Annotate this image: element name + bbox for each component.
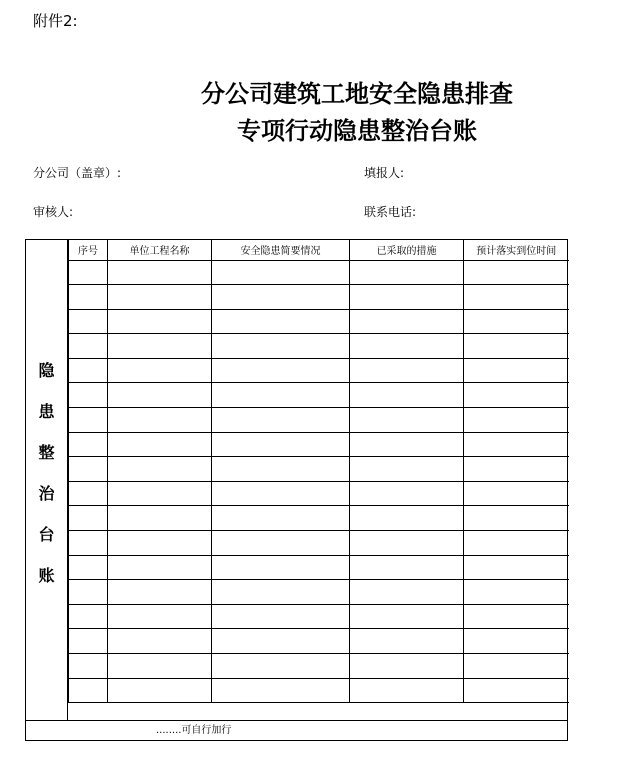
table-cell[interactable] bbox=[350, 432, 464, 457]
table-cell[interactable] bbox=[69, 334, 108, 359]
side-label bbox=[26, 240, 68, 720]
table-row bbox=[69, 383, 569, 408]
col-header-measures-taken: 已采取的措施 bbox=[350, 240, 464, 260]
table-row bbox=[69, 580, 569, 605]
table-cell[interactable] bbox=[69, 629, 108, 654]
table-cell[interactable] bbox=[69, 531, 108, 556]
header-row bbox=[69, 240, 569, 260]
table-row bbox=[69, 260, 569, 285]
table-row bbox=[69, 408, 569, 433]
table-cell[interactable] bbox=[69, 358, 108, 383]
table-cell[interactable] bbox=[464, 531, 569, 556]
table-cell[interactable] bbox=[464, 358, 569, 383]
table-cell[interactable] bbox=[212, 481, 350, 506]
table-cell[interactable] bbox=[212, 457, 350, 482]
table-cell[interactable] bbox=[350, 604, 464, 629]
table-cell[interactable] bbox=[464, 457, 569, 482]
table-cell[interactable] bbox=[108, 654, 212, 679]
branch-seal-field: 分公司（盖章）: bbox=[33, 166, 122, 180]
table-row bbox=[69, 457, 569, 482]
table-cell[interactable] bbox=[212, 531, 350, 556]
table-row bbox=[69, 604, 569, 629]
table-cell[interactable] bbox=[350, 260, 464, 285]
table-cell[interactable] bbox=[350, 481, 464, 506]
table-row bbox=[69, 654, 569, 679]
table-cell[interactable] bbox=[464, 481, 569, 506]
col-header-hazard-summary: 安全隐患简要情况 bbox=[212, 240, 350, 260]
table-row bbox=[69, 678, 569, 703]
table-cell[interactable] bbox=[108, 309, 212, 334]
table-cell[interactable] bbox=[350, 654, 464, 679]
page-title-line-2: 专项行动隐患整治台账 bbox=[237, 116, 477, 145]
side-label-char: 治 bbox=[38, 484, 55, 503]
ledger-grid bbox=[68, 240, 569, 703]
table-cell[interactable] bbox=[108, 604, 212, 629]
table-row bbox=[69, 334, 569, 359]
table-cell[interactable] bbox=[212, 334, 350, 359]
table-cell[interactable] bbox=[350, 383, 464, 408]
table-cell[interactable] bbox=[464, 285, 569, 310]
table-cell[interactable] bbox=[108, 334, 212, 359]
table-cell[interactable] bbox=[212, 629, 350, 654]
table-cell[interactable] bbox=[464, 580, 569, 605]
table-cell[interactable] bbox=[212, 309, 350, 334]
table-row bbox=[69, 309, 569, 334]
table-row bbox=[69, 481, 569, 506]
table-cell[interactable] bbox=[350, 457, 464, 482]
table-cell[interactable] bbox=[350, 629, 464, 654]
side-label-char: 隐 bbox=[38, 361, 55, 380]
filler-field: 填报人: bbox=[364, 166, 405, 180]
table-cell[interactable] bbox=[69, 383, 108, 408]
table-cell[interactable] bbox=[350, 678, 464, 703]
footer-note: ........可自行加行 bbox=[26, 720, 567, 740]
table-cell[interactable] bbox=[350, 408, 464, 433]
table-cell[interactable] bbox=[69, 580, 108, 605]
table-cell[interactable] bbox=[108, 285, 212, 310]
table-row bbox=[69, 358, 569, 383]
table-row bbox=[69, 506, 569, 531]
table-cell[interactable] bbox=[212, 580, 350, 605]
table-row bbox=[69, 629, 569, 654]
table-row bbox=[69, 432, 569, 457]
table-cell[interactable] bbox=[212, 358, 350, 383]
side-label-char: 台 bbox=[38, 525, 55, 544]
table-cell[interactable] bbox=[212, 506, 350, 531]
table-cell[interactable] bbox=[108, 531, 212, 556]
table-cell[interactable] bbox=[212, 260, 350, 285]
table-cell[interactable] bbox=[350, 358, 464, 383]
col-header-project-name: 单位工程名称 bbox=[108, 240, 212, 260]
table-cell[interactable] bbox=[464, 432, 569, 457]
table-cell[interactable] bbox=[464, 604, 569, 629]
table-cell[interactable] bbox=[69, 408, 108, 433]
table-cell[interactable] bbox=[464, 383, 569, 408]
table-cell[interactable] bbox=[69, 506, 108, 531]
table-cell[interactable] bbox=[464, 260, 569, 285]
table-cell[interactable] bbox=[350, 285, 464, 310]
table-cell[interactable] bbox=[464, 678, 569, 703]
table-cell[interactable] bbox=[350, 555, 464, 580]
table-cell[interactable] bbox=[108, 432, 212, 457]
table-cell[interactable] bbox=[350, 334, 464, 359]
attachment-label: 附件2: bbox=[33, 12, 78, 30]
table-row bbox=[69, 531, 569, 556]
table-cell[interactable] bbox=[108, 260, 212, 285]
table-cell[interactable] bbox=[350, 580, 464, 605]
side-label-char: 整 bbox=[38, 443, 55, 462]
reviewer-field: 审核人: bbox=[33, 205, 74, 219]
table-cell[interactable] bbox=[212, 383, 350, 408]
table-cell[interactable] bbox=[464, 408, 569, 433]
page-title-line-1: 分公司建筑工地安全隐患排查 bbox=[201, 79, 513, 108]
col-header-seq: 序号 bbox=[69, 240, 108, 260]
table-cell[interactable] bbox=[69, 481, 108, 506]
table-cell[interactable] bbox=[69, 654, 108, 679]
table-cell[interactable] bbox=[350, 309, 464, 334]
side-label-char: 账 bbox=[38, 566, 55, 585]
table-cell[interactable] bbox=[108, 457, 212, 482]
table-cell[interactable] bbox=[69, 555, 108, 580]
table-cell[interactable] bbox=[212, 432, 350, 457]
table-cell[interactable] bbox=[108, 383, 212, 408]
table-cell[interactable] bbox=[108, 629, 212, 654]
table-cell[interactable] bbox=[212, 678, 350, 703]
table-cell[interactable] bbox=[212, 555, 350, 580]
table-cell[interactable] bbox=[212, 285, 350, 310]
table-cell[interactable] bbox=[212, 654, 350, 679]
table-cell[interactable] bbox=[108, 358, 212, 383]
table-cell[interactable] bbox=[212, 408, 350, 433]
table-cell[interactable] bbox=[69, 285, 108, 310]
table-cell[interactable] bbox=[69, 457, 108, 482]
table-cell[interactable] bbox=[464, 334, 569, 359]
ledger-table bbox=[25, 239, 568, 741]
table-row bbox=[69, 285, 569, 310]
table-cell[interactable] bbox=[350, 531, 464, 556]
table-cell[interactable] bbox=[108, 408, 212, 433]
table-cell[interactable] bbox=[108, 678, 212, 703]
table-cell[interactable] bbox=[108, 555, 212, 580]
table-cell[interactable] bbox=[108, 506, 212, 531]
table-cell[interactable] bbox=[108, 481, 212, 506]
table-cell[interactable] bbox=[69, 432, 108, 457]
table-cell[interactable] bbox=[464, 629, 569, 654]
table-cell[interactable] bbox=[464, 309, 569, 334]
col-header-expected-time: 预计落实到位时间 bbox=[464, 240, 569, 260]
table-cell[interactable] bbox=[350, 506, 464, 531]
table-cell[interactable] bbox=[464, 654, 569, 679]
table-cell[interactable] bbox=[69, 309, 108, 334]
table-cell[interactable] bbox=[108, 580, 212, 605]
table-cell[interactable] bbox=[212, 604, 350, 629]
table-cell[interactable] bbox=[69, 260, 108, 285]
table-cell[interactable] bbox=[69, 678, 108, 703]
phone-field: 联系电话: bbox=[364, 205, 417, 219]
table-row bbox=[69, 555, 569, 580]
table-cell[interactable] bbox=[69, 604, 108, 629]
table-cell[interactable] bbox=[464, 555, 569, 580]
table-cell[interactable] bbox=[464, 506, 569, 531]
side-label-char: 患 bbox=[38, 402, 55, 421]
